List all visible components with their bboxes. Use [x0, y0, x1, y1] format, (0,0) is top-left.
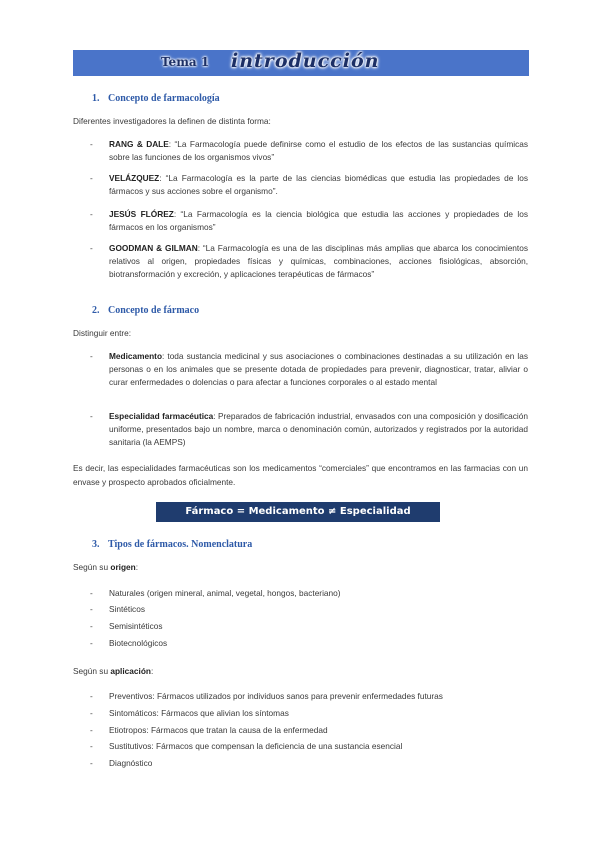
definition-text: : “La Farmacología es la ciencia biológica que estudia las acciones y propiedades de los fármacos en los organismos” — [109, 209, 528, 232]
definition-text: : “La Farmacología es la parte de las ciencias biomédicas que estudia las propiedades de los fármacos y sus acciones sobre el organismo”. — [109, 173, 528, 196]
author-name: GOODMAN & GILMAN — [109, 243, 198, 253]
definition-text: : “La Farmacología puede definirse como el estudio de los efectos de las sustancias químicas sobre las funciones de los organismos vivos” — [109, 139, 529, 162]
section-number: 2. — [92, 305, 100, 316]
origin-suffix: : — [135, 562, 139, 572]
section-title: Concepto de fármaco — [108, 305, 200, 316]
origin-intro — [73, 560, 528, 574]
bullet-dash: - — [90, 708, 93, 718]
list-item-text: Sintomáticos: Fármacos que alivian los síntomas — [109, 708, 289, 718]
list-item-text: Naturales (origen mineral, animal, vegetal, hongos, bacteriano) — [109, 588, 341, 598]
list-item — [90, 724, 328, 737]
author-name: JESÚS FLÓREZ — [109, 209, 174, 219]
bullet-dash: - — [90, 173, 93, 183]
bullet-dash: - — [90, 741, 93, 751]
section-2-intro: Distinguir entre: — [73, 328, 132, 338]
header-banner — [73, 50, 529, 76]
term-name: Especialidad farmacéutica — [109, 411, 214, 421]
list-item — [90, 690, 443, 703]
list-item-text: Semisintéticos — [109, 621, 163, 631]
bullet-dash: - — [90, 351, 93, 361]
author-name: VELÁZQUEZ — [109, 173, 160, 183]
section-1-heading — [92, 93, 220, 104]
application-suffix: : — [150, 666, 154, 676]
list-item — [90, 637, 167, 650]
list-item — [90, 740, 402, 753]
term-name: Medicamento — [109, 351, 163, 361]
section-title: Tipos de fármacos. Nomenclatura — [108, 539, 253, 550]
bullet-dash: - — [90, 691, 93, 701]
section-1-intro: Diferentes investigadores la definen de distinta forma: — [73, 116, 271, 126]
list-item-text: Sustitutivos: Fármacos que compensan la deficiencia de una sustancia esencial — [109, 741, 403, 751]
chapter-label: Tema 1 — [161, 55, 210, 69]
author-name: RANG & DALE — [109, 139, 169, 149]
bullet-dash: - — [90, 638, 93, 648]
formula-box: Fármaco = Medicamento ≠ Especialidad farmacéutica — [156, 502, 440, 522]
bullet-dash: - — [90, 758, 93, 768]
bullet-dash: - — [90, 139, 93, 149]
bullet-dash: - — [90, 243, 93, 253]
list-item-text: Preventivos: Fármacos utilizados por individuos sanos para prevenir enfermedades futuras — [109, 691, 443, 701]
definition-text: : Preparados de fabricación industrial, envasados con una composición y dosificación uniforme, presentados bajo un nombre, marca o denominación común, autorizados y registrados por la autoridad sanitaria (la AEMPS) — [109, 411, 528, 447]
definition-item — [90, 172, 528, 198]
application-intro — [73, 664, 528, 678]
bullet-dash: - — [90, 621, 93, 631]
application-prefix: Según su — [73, 666, 111, 676]
origin-prefix: Según su — [73, 562, 111, 572]
list-item — [90, 620, 163, 633]
definition-text: : “La Farmacología es una de las disciplinas más amplias que abarca los conocimientos relativos al origen, propiedades físicas y químicas, combinaciones, acciones fisiológicas, absorción, biotransformación y excreción, y aplicaciones terapéuticas de fármacos” — [109, 243, 528, 279]
definition-item — [90, 138, 528, 164]
section-number: 1. — [92, 93, 100, 104]
bullet-dash: - — [90, 411, 93, 421]
section-2-conclusion: Es decir, las especialidades farmacéuticas son los medicamentos “comerciales” que encontramos en las farmacias con un envase y prospecto aprobados oficialmente. — [73, 463, 528, 487]
bullet-dash: - — [90, 209, 93, 219]
definition-item — [90, 410, 528, 449]
list-item-text: Diagnóstico — [109, 758, 153, 768]
list-item-text: Sintéticos — [109, 604, 145, 614]
bullet-dash: - — [90, 725, 93, 735]
list-item — [90, 587, 341, 600]
origin-keyword: origen — [110, 562, 136, 572]
chapter-title: introducción — [231, 50, 380, 72]
section-number: 3. — [92, 539, 100, 550]
section-title: Concepto de farmacología — [108, 93, 220, 104]
application-keyword: aplicación — [110, 666, 151, 676]
list-item-text: Biotecnológicos — [109, 638, 168, 648]
bullet-dash: - — [90, 588, 93, 598]
list-item-text: Etiotropos: Fármacos que tratan la causa de la enfermedad — [109, 725, 328, 735]
list-item — [90, 707, 289, 720]
definition-item — [90, 242, 528, 281]
section-3-heading — [92, 539, 252, 550]
definition-item — [90, 208, 528, 234]
list-item — [90, 603, 145, 616]
definition-item — [90, 350, 528, 389]
definition-text: : toda sustancia medicinal y sus asociaciones o combinaciones destinadas a su utilización en las personas o en los animales que se presente dotada de propiedades para prevenir, diagnosticar, tratar, aliviar o curar enfermedades o dolencias o para afectar a funciones corporales o al estado mental — [109, 351, 528, 387]
section-2-heading — [92, 305, 199, 316]
bullet-dash: - — [90, 604, 93, 614]
list-item — [90, 757, 152, 770]
